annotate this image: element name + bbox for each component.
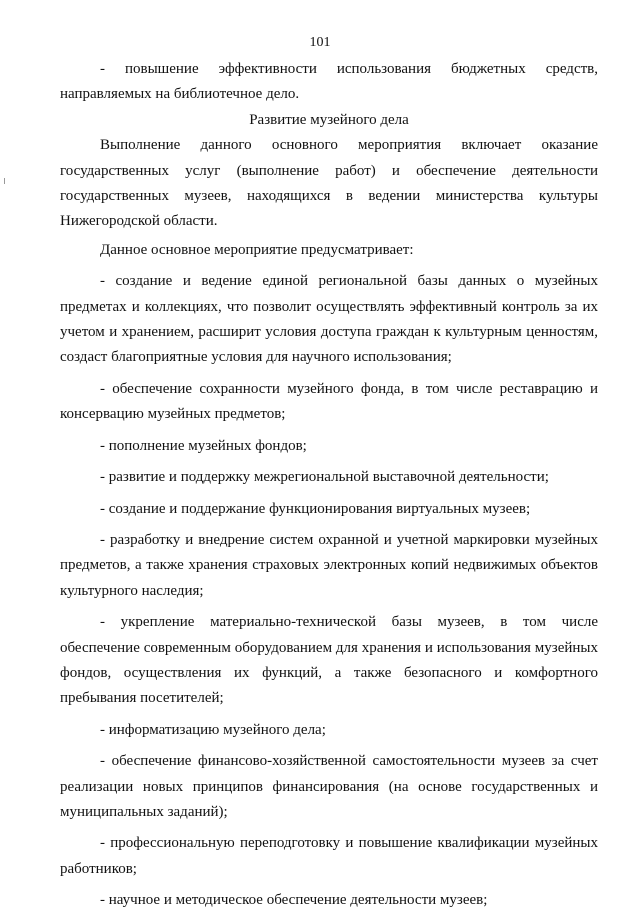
list-item-financial-independence: - обеспечение финансово-хозяйственной самостоятельности музеев за счет реализации новых принципов финансирования (на основе государственных и муниципальных заданий); bbox=[60, 753, 598, 820]
list-item-replenishment: - пополнение музейных фондов; bbox=[100, 437, 307, 454]
document-body bbox=[60, 57, 598, 914]
page-number: 101 bbox=[309, 35, 331, 50]
list-item-professional-training: - профессиональную переподготовку и повышение квалификации музейных работников; bbox=[60, 835, 598, 877]
list-item-preservation: - обеспечение сохранности музейного фонда, в том числе реставрацию и консервацию музейных предметов; bbox=[60, 380, 598, 423]
paragraph-budget-efficiency: - повышение эффективности использования бюджетных средств, направляемых на библиотечное дело. bbox=[60, 61, 598, 103]
list-item-informatization: - информатизацию музейного дела; bbox=[100, 721, 326, 738]
margin-mark bbox=[4, 178, 5, 184]
list-item-marking: - разработку и внедрение систем охранной и учетной маркировки музейных предметов, а также хранения страховых электронных копий недвижимых объектов культурного наследия; bbox=[60, 531, 598, 599]
list-item-exhibitions: - развитие и поддержку межрегиональной выставочной деятельности; bbox=[100, 469, 549, 486]
list-item-material-base: - укрепление материально-технической базы музеев, в том числе обеспечение современным оборудованием для хранения и использования музейных фондов, осуществления их функций, а также безопасного и комфортного пребывания посетителей; bbox=[60, 614, 598, 707]
section-heading: Развитие музейного дела bbox=[249, 111, 409, 128]
paragraph-provides: Данное основное мероприятие предусматривает: bbox=[100, 241, 414, 258]
list-item-database: - создание и ведение единой региональной базы данных о музейных предметах и коллекциях, что позволит осуществлять эффективный контроль за их учетом и хранением, расширит условия доступа граждан к культурным ценностям, создаст благоприятные условия для научного использования; bbox=[60, 273, 598, 366]
list-item-scientific-support: - научное и методическое обеспечение деятельности музеев; bbox=[100, 892, 488, 909]
paragraph-intro: Выполнение данного основного мероприятия включает оказание государственных услуг (выполнение работ) и обеспечение деятельности государственных музеев, находящихся в ведении министерства культуры Нижегородской области. bbox=[60, 137, 598, 230]
list-item-virtual-museums: - создание и поддержание функционирования виртуальных музеев; bbox=[100, 500, 531, 517]
